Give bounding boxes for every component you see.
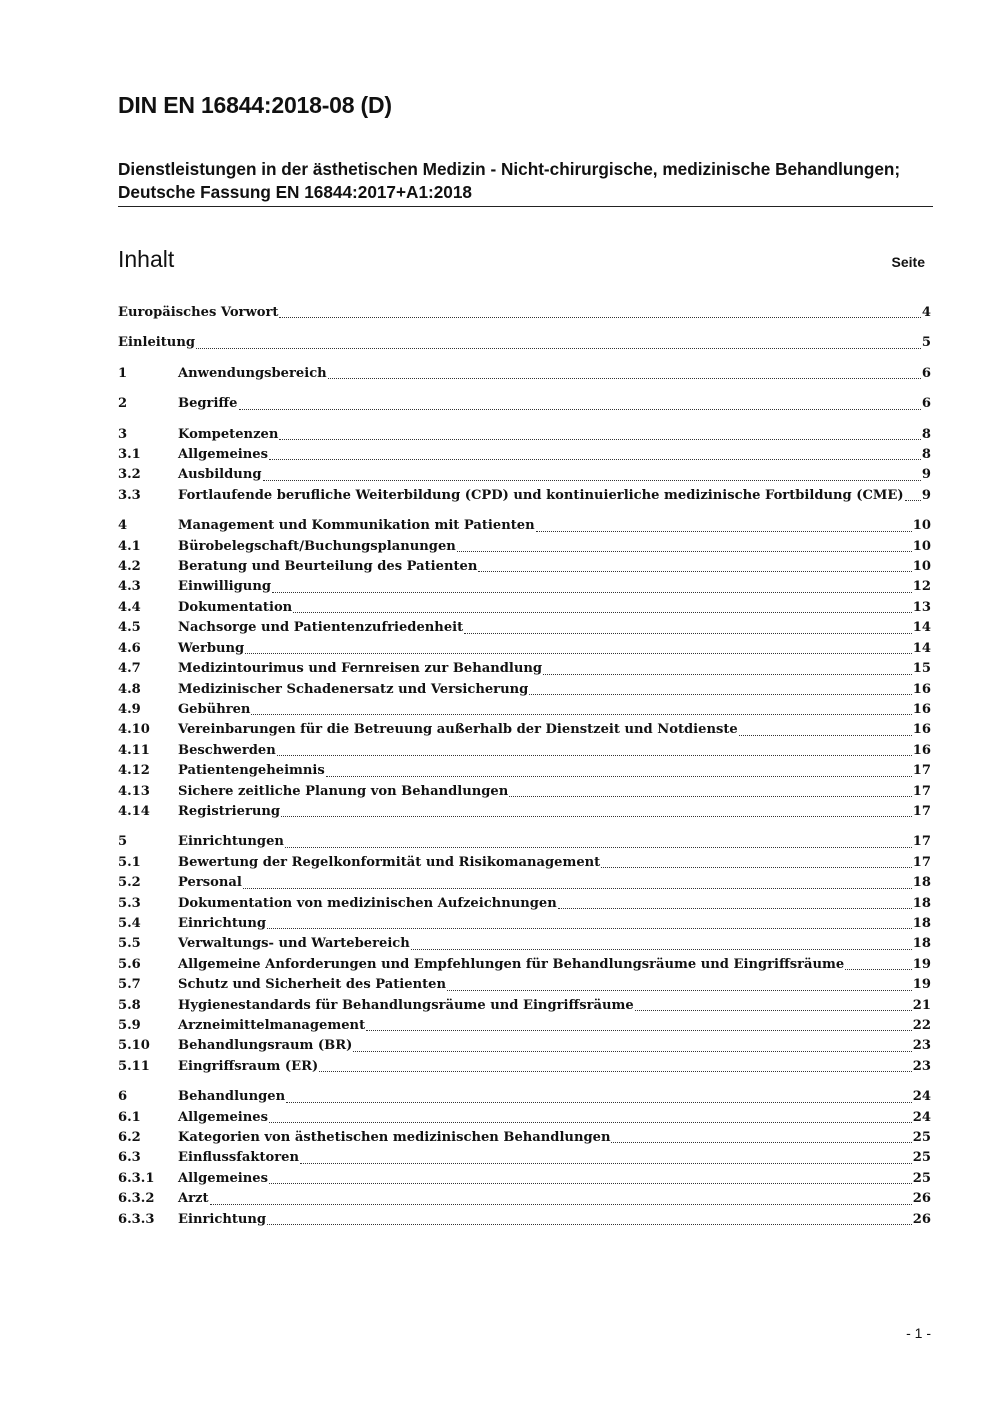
toc-entry[interactable] (118, 720, 931, 740)
dot-leader (411, 949, 912, 950)
toc-entry-number: 4.3 (118, 579, 141, 595)
toc-entry-body (178, 486, 931, 506)
toc-entry-title: Europäisches Vorwort (118, 305, 279, 320)
toc-entry[interactable] (118, 853, 931, 873)
toc-entry-body (178, 659, 931, 679)
toc-entry-number: 6.2 (118, 1130, 141, 1146)
toc-entry-number: 5.7 (118, 977, 141, 993)
toc-entry-title: Allgemeines (178, 447, 268, 463)
toc-entry-title: Einflussfaktoren (178, 1150, 299, 1166)
toc-entry-number: 4.9 (118, 701, 141, 717)
toc-entry-body (178, 618, 931, 638)
toc-section-group (118, 364, 931, 384)
toc-entry-page: 18 (912, 915, 931, 931)
toc-entry-title: Kompetenzen (178, 426, 279, 442)
toc-entry[interactable] (118, 1036, 931, 1056)
dot-leader (739, 735, 912, 736)
toc-entry-page: 14 (912, 640, 931, 656)
toc-entry[interactable] (118, 873, 931, 893)
dot-leader (635, 1010, 912, 1011)
toc-entry-page: 23 (912, 1058, 931, 1074)
dot-leader (243, 888, 912, 889)
toc-entry[interactable] (118, 894, 931, 914)
toc-entry-title: Personal (178, 875, 242, 891)
dot-leader (251, 714, 911, 715)
toc-entry[interactable] (118, 1169, 931, 1189)
toc-entry-title: Anwendungsbereich (178, 365, 327, 381)
toc-section-group (118, 394, 931, 414)
toc-entry-page: 6 (921, 365, 931, 381)
toc-entry-title: Begriffe (178, 396, 238, 412)
toc-entry-body (178, 364, 931, 384)
toc-entry-page: 6 (921, 396, 931, 412)
dot-leader (269, 459, 921, 460)
toc-entry-number: 6.3 (118, 1150, 141, 1166)
toc-entry-number: 4.13 (118, 783, 150, 799)
toc-entry[interactable] (118, 914, 931, 934)
toc-entry[interactable] (118, 1108, 931, 1128)
dot-leader (277, 755, 912, 756)
toc-entry-page: 17 (912, 834, 931, 850)
toc-entry-title: Arzt (178, 1191, 209, 1207)
toc-entry-title: Vereinbarungen für die Betreuung außerhalb der Dienstzeit und Notdienste (178, 722, 738, 738)
toc-entry-body (118, 333, 931, 353)
toc-entry-number: 4.12 (118, 763, 150, 779)
toc-entry-page: 4 (921, 305, 931, 320)
toc-entry-number: 4.4 (118, 599, 141, 615)
toc-entry-body (178, 853, 931, 873)
toc-entry-page: 19 (912, 977, 931, 993)
toc-entry-title: Allgemeine Anforderungen und Empfehlungen für Behandlungsräume und Eingriffsräume (178, 956, 845, 972)
dot-leader (326, 776, 912, 777)
toc-entry-page: 16 (912, 742, 931, 758)
toc-entry-body (178, 761, 931, 781)
toc-entry-title: Management und Kommunikation mit Patienten (178, 518, 535, 534)
dot-leader (281, 816, 912, 817)
toc-entry[interactable] (118, 445, 931, 465)
toc-section-group (118, 425, 931, 507)
toc-entry[interactable] (118, 618, 931, 638)
dot-leader (845, 969, 912, 970)
toc-entry-number: 4.14 (118, 803, 150, 819)
toc-entry-page: 10 (912, 559, 931, 575)
toc-entry-body (178, 1108, 931, 1128)
toc-entry-body (178, 934, 931, 954)
page-number-footer: - 1 - (906, 1325, 931, 1341)
toc-entry-body (178, 445, 931, 465)
toc-entry-title: Gebühren (178, 701, 251, 717)
toc-entry-body (178, 425, 931, 445)
toc-entry[interactable] (118, 639, 931, 659)
toc-entry-body (178, 873, 931, 893)
dot-leader (245, 653, 912, 654)
toc-entry-number: 3.3 (118, 487, 141, 503)
toc-entry-page: 9 (921, 467, 931, 483)
toc-entry-body (178, 680, 931, 700)
dot-leader (366, 1030, 912, 1031)
toc-entry-number: 3.1 (118, 447, 141, 463)
dot-leader (269, 1122, 912, 1123)
toc-entry-title: Einleitung (118, 335, 195, 351)
toc-entry-body (178, 1210, 931, 1230)
dot-leader (457, 551, 912, 552)
toc-entry-body (178, 894, 931, 914)
toc-entry[interactable] (118, 364, 931, 384)
toc-entry[interactable] (118, 537, 931, 557)
dot-leader (464, 633, 912, 634)
toc-entry-title: Allgemeines (178, 1109, 268, 1125)
toc-entry-number: 3 (118, 426, 128, 442)
toc-entry[interactable] (118, 996, 931, 1016)
toc-entry-body (178, 741, 931, 761)
toc-entry-number: 5.5 (118, 936, 141, 952)
toc-entry-body (118, 303, 931, 323)
toc-entry-title: Behandlungsraum (BR) (178, 1038, 353, 1054)
toc-entry-page: 17 (912, 803, 931, 819)
toc-entry[interactable] (118, 598, 931, 618)
toc-entry-page: 17 (912, 763, 931, 779)
toc-entry[interactable] (118, 516, 931, 536)
dot-leader (285, 847, 912, 848)
toc-entry[interactable] (118, 1148, 931, 1168)
toc-entry[interactable] (118, 700, 931, 720)
toc-entry-number: 4.6 (118, 640, 141, 656)
toc-entry-title: Eingriffsraum (ER) (178, 1058, 319, 1074)
dot-leader (300, 1163, 912, 1164)
dot-leader (478, 571, 911, 572)
toc-entry-body (178, 577, 931, 597)
toc-entry-number: 4.11 (118, 742, 150, 758)
toc-entry-page: 12 (912, 579, 931, 595)
toc-entry[interactable] (118, 1087, 931, 1107)
toc-entry-title: Bürobelegschaft/Buchungsplanungen (178, 538, 456, 554)
dot-leader (509, 796, 912, 797)
toc-entry-title: Einrichtung (178, 915, 267, 931)
toc-entry-number: 5.2 (118, 875, 141, 891)
toc-entry-page: 16 (912, 701, 931, 717)
toc-entry[interactable] (118, 303, 931, 323)
dot-leader (529, 694, 911, 695)
toc-entry-title: Dokumentation (178, 599, 293, 615)
toc-entry-page: 15 (912, 661, 931, 677)
toc-entry-body (178, 832, 931, 852)
page-column-label: Seite (891, 254, 925, 270)
toc-entry-body (178, 557, 931, 577)
toc-entry[interactable] (118, 1128, 931, 1148)
toc-entry[interactable] (118, 975, 931, 995)
toc-entry-number: 4.2 (118, 559, 141, 575)
toc-entry-page: 9 (921, 487, 931, 503)
toc-entry-page: 25 (912, 1170, 931, 1186)
dot-leader (293, 612, 912, 613)
toc-entry[interactable] (118, 394, 931, 414)
toc-entry-page: 25 (912, 1130, 931, 1146)
toc-entry-number: 6 (118, 1089, 128, 1105)
toc-entry[interactable] (118, 802, 931, 822)
toc-entry-number: 4.7 (118, 661, 141, 677)
toc-entry-number: 5.9 (118, 1018, 141, 1033)
toc-entry-body (178, 782, 931, 802)
table-of-contents (118, 303, 931, 1240)
toc-entry-page: 22 (912, 1018, 931, 1033)
toc-entry[interactable] (118, 557, 931, 577)
dot-leader (210, 1204, 912, 1205)
toc-heading: Inhalt (118, 246, 175, 272)
toc-entry-page: 13 (912, 599, 931, 615)
toc-entry-page: 10 (912, 538, 931, 554)
toc-entry-page: 17 (912, 854, 931, 870)
toc-entry-title: Patientengeheimnis (178, 763, 325, 779)
toc-entry-page: 8 (921, 447, 931, 463)
toc-entry-page: 16 (912, 722, 931, 738)
toc-entry-number: 5.8 (118, 997, 141, 1013)
document-subtitle: Dienstleistungen in der ästhetischen Medizin - Nicht-chirurgische, medizinische Behandlungen; Deutsche Fassung EN 16844:2017+A1:2018 (118, 159, 901, 202)
document-title: DIN EN 16844:2018-08 (D) (118, 92, 392, 118)
toc-section-group (118, 516, 931, 822)
toc-entry-number: 4 (118, 518, 128, 534)
dot-leader (196, 348, 921, 349)
toc-entry-number: 5.1 (118, 854, 141, 870)
toc-entry-title: Bewertung der Regelkonformität und Risikomanagement (178, 854, 601, 870)
toc-entry-page: 16 (912, 681, 931, 697)
toc-entry-title: Einrichtung (178, 1211, 267, 1227)
toc-entry-number: 4.10 (118, 722, 150, 738)
dot-leader (543, 674, 912, 675)
dot-leader (272, 592, 912, 593)
toc-entry[interactable] (118, 832, 931, 852)
toc-section-group (118, 303, 931, 323)
toc-entry-number: 4.1 (118, 538, 141, 554)
toc-entry-number: 6.3.2 (118, 1191, 155, 1207)
toc-entry-number: 4.8 (118, 681, 141, 697)
toc-entry-title: Ausbildung (178, 467, 262, 483)
toc-entry-title: Verwaltungs- und Wartebereich (178, 936, 410, 952)
toc-entry-page: 14 (912, 620, 931, 636)
toc-entry[interactable] (118, 1210, 931, 1230)
toc-entry-number: 5 (118, 834, 128, 850)
toc-entry-page: 10 (912, 518, 931, 534)
dot-leader (447, 990, 912, 991)
toc-entry-title: Werbung (178, 640, 245, 656)
dot-leader (905, 500, 921, 501)
toc-entry-title: Medizinischer Schadenersatz und Versicherung (178, 681, 529, 697)
dot-leader (601, 867, 912, 868)
toc-entry[interactable] (118, 782, 931, 802)
toc-entry-body (178, 537, 931, 557)
dot-leader (353, 1051, 911, 1052)
toc-entry-body (178, 975, 931, 995)
toc-entry-page: 25 (912, 1150, 931, 1166)
dot-leader (239, 409, 921, 410)
toc-entry-page: 18 (912, 875, 931, 891)
toc-entry-body (178, 1169, 931, 1189)
header-divider (118, 206, 933, 207)
toc-entry-page: 18 (912, 936, 931, 952)
toc-entry-title: Beratung und Beurteilung des Patienten (178, 559, 478, 575)
toc-entry-body (178, 1189, 931, 1209)
toc-entry-number: 6.3.1 (118, 1170, 155, 1186)
dot-leader (267, 928, 912, 929)
toc-entry-number: 6.1 (118, 1109, 141, 1125)
toc-entry[interactable] (118, 934, 931, 954)
toc-entry[interactable] (118, 1016, 931, 1036)
toc-entry-title: Dokumentation von medizinischen Aufzeichnungen (178, 895, 557, 911)
dot-leader (263, 480, 921, 481)
toc-entry-number: 1 (118, 365, 128, 381)
toc-section-group (118, 333, 931, 353)
toc-entry[interactable] (118, 741, 931, 761)
toc-entry-title: Sichere zeitliche Planung von Behandlungen (178, 783, 509, 799)
toc-entry-title: Beschwerden (178, 742, 276, 758)
toc-entry-number: 2 (118, 396, 128, 412)
toc-entry-body (178, 465, 931, 485)
toc-entry-body (178, 394, 931, 414)
toc-entry-page: 21 (912, 997, 931, 1013)
dot-leader (269, 1183, 912, 1184)
toc-entry-body (178, 1057, 931, 1077)
toc-section-group (118, 832, 931, 1077)
toc-entry-number: 5.11 (118, 1058, 150, 1074)
toc-entry-title: Arzneimittelmanagement (178, 1018, 366, 1033)
toc-entry-title: Einwilligung (178, 579, 271, 595)
toc-entry-body (178, 802, 931, 822)
toc-entry-body (178, 598, 931, 618)
toc-entry-page: 5 (921, 335, 931, 351)
toc-entry-number: 5.4 (118, 915, 141, 931)
dot-leader (319, 1071, 912, 1072)
dot-leader (328, 378, 921, 379)
dot-leader (279, 439, 921, 440)
toc-entry-body (178, 720, 931, 740)
toc-entry-page: 8 (921, 426, 931, 442)
toc-entry-body (178, 639, 931, 659)
toc-section-group (118, 1087, 931, 1230)
toc-entry-title: Einrichtungen (178, 834, 284, 850)
toc-entry[interactable] (118, 425, 931, 445)
toc-entry-number: 5.10 (118, 1038, 150, 1054)
toc-entry-body (178, 996, 931, 1016)
toc-entry-title: Kategorien von ästhetischen medizinischen Behandlungen (178, 1130, 611, 1146)
toc-entry-page: 18 (912, 895, 931, 911)
dot-leader (267, 1224, 912, 1225)
toc-entry-number: 5.6 (118, 956, 141, 972)
dot-leader (558, 908, 912, 909)
toc-entry-title: Hygienestandards für Behandlungsräume und Eingriffsräume (178, 997, 634, 1013)
toc-entry-number: 4.5 (118, 620, 141, 636)
toc-entry[interactable] (118, 680, 931, 700)
toc-entry[interactable] (118, 486, 931, 506)
toc-entry-body (178, 516, 931, 536)
toc-entry-body (178, 1016, 931, 1036)
toc-entry-page: 26 (912, 1191, 931, 1207)
toc-entry-page: 23 (912, 1038, 931, 1054)
toc-entry-title: Behandlungen (178, 1089, 286, 1105)
toc-entry-page: 24 (912, 1089, 931, 1105)
toc-entry-title: Nachsorge und Patientenzufriedenheit (178, 620, 464, 636)
toc-entry[interactable] (118, 465, 931, 485)
toc-entry[interactable] (118, 577, 931, 597)
toc-entry-page: 26 (912, 1211, 931, 1227)
toc-entry-number: 5.3 (118, 895, 141, 911)
toc-entry[interactable] (118, 1057, 931, 1077)
toc-entry-title: Allgemeines (178, 1170, 268, 1186)
toc-entry[interactable] (118, 761, 931, 781)
toc-entry[interactable] (118, 659, 931, 679)
toc-entry-body (178, 1148, 931, 1168)
toc-entry-title: Registrierung (178, 803, 281, 819)
toc-entry-body (178, 700, 931, 720)
toc-entry-body (178, 955, 931, 975)
toc-entry-title: Medizintourimus und Fernreisen zur Behandlung (178, 661, 543, 677)
toc-entry-title: Schutz und Sicherheit des Patienten (178, 977, 447, 993)
dot-leader (611, 1142, 911, 1143)
toc-entry[interactable] (118, 333, 931, 353)
toc-entry-title: Fortlaufende berufliche Weiterbildung (CPD) und kontinuierliche medizinische Fortbildung (CME) (178, 487, 904, 503)
toc-entry-page: 24 (912, 1109, 931, 1125)
toc-entry-number: 6.3.3 (118, 1211, 155, 1227)
toc-entry-body (178, 914, 931, 934)
dot-leader (536, 531, 912, 532)
toc-entry[interactable] (118, 1189, 931, 1209)
toc-entry-body (178, 1128, 931, 1148)
toc-entry-body (178, 1036, 931, 1056)
toc-entry-body (178, 1087, 931, 1107)
toc-entry-page: 17 (912, 783, 931, 799)
dot-leader (286, 1102, 912, 1103)
toc-entry[interactable] (118, 955, 931, 975)
dot-leader (279, 317, 920, 318)
toc-entry-number: 3.2 (118, 467, 141, 483)
toc-entry-page: 19 (912, 956, 931, 972)
